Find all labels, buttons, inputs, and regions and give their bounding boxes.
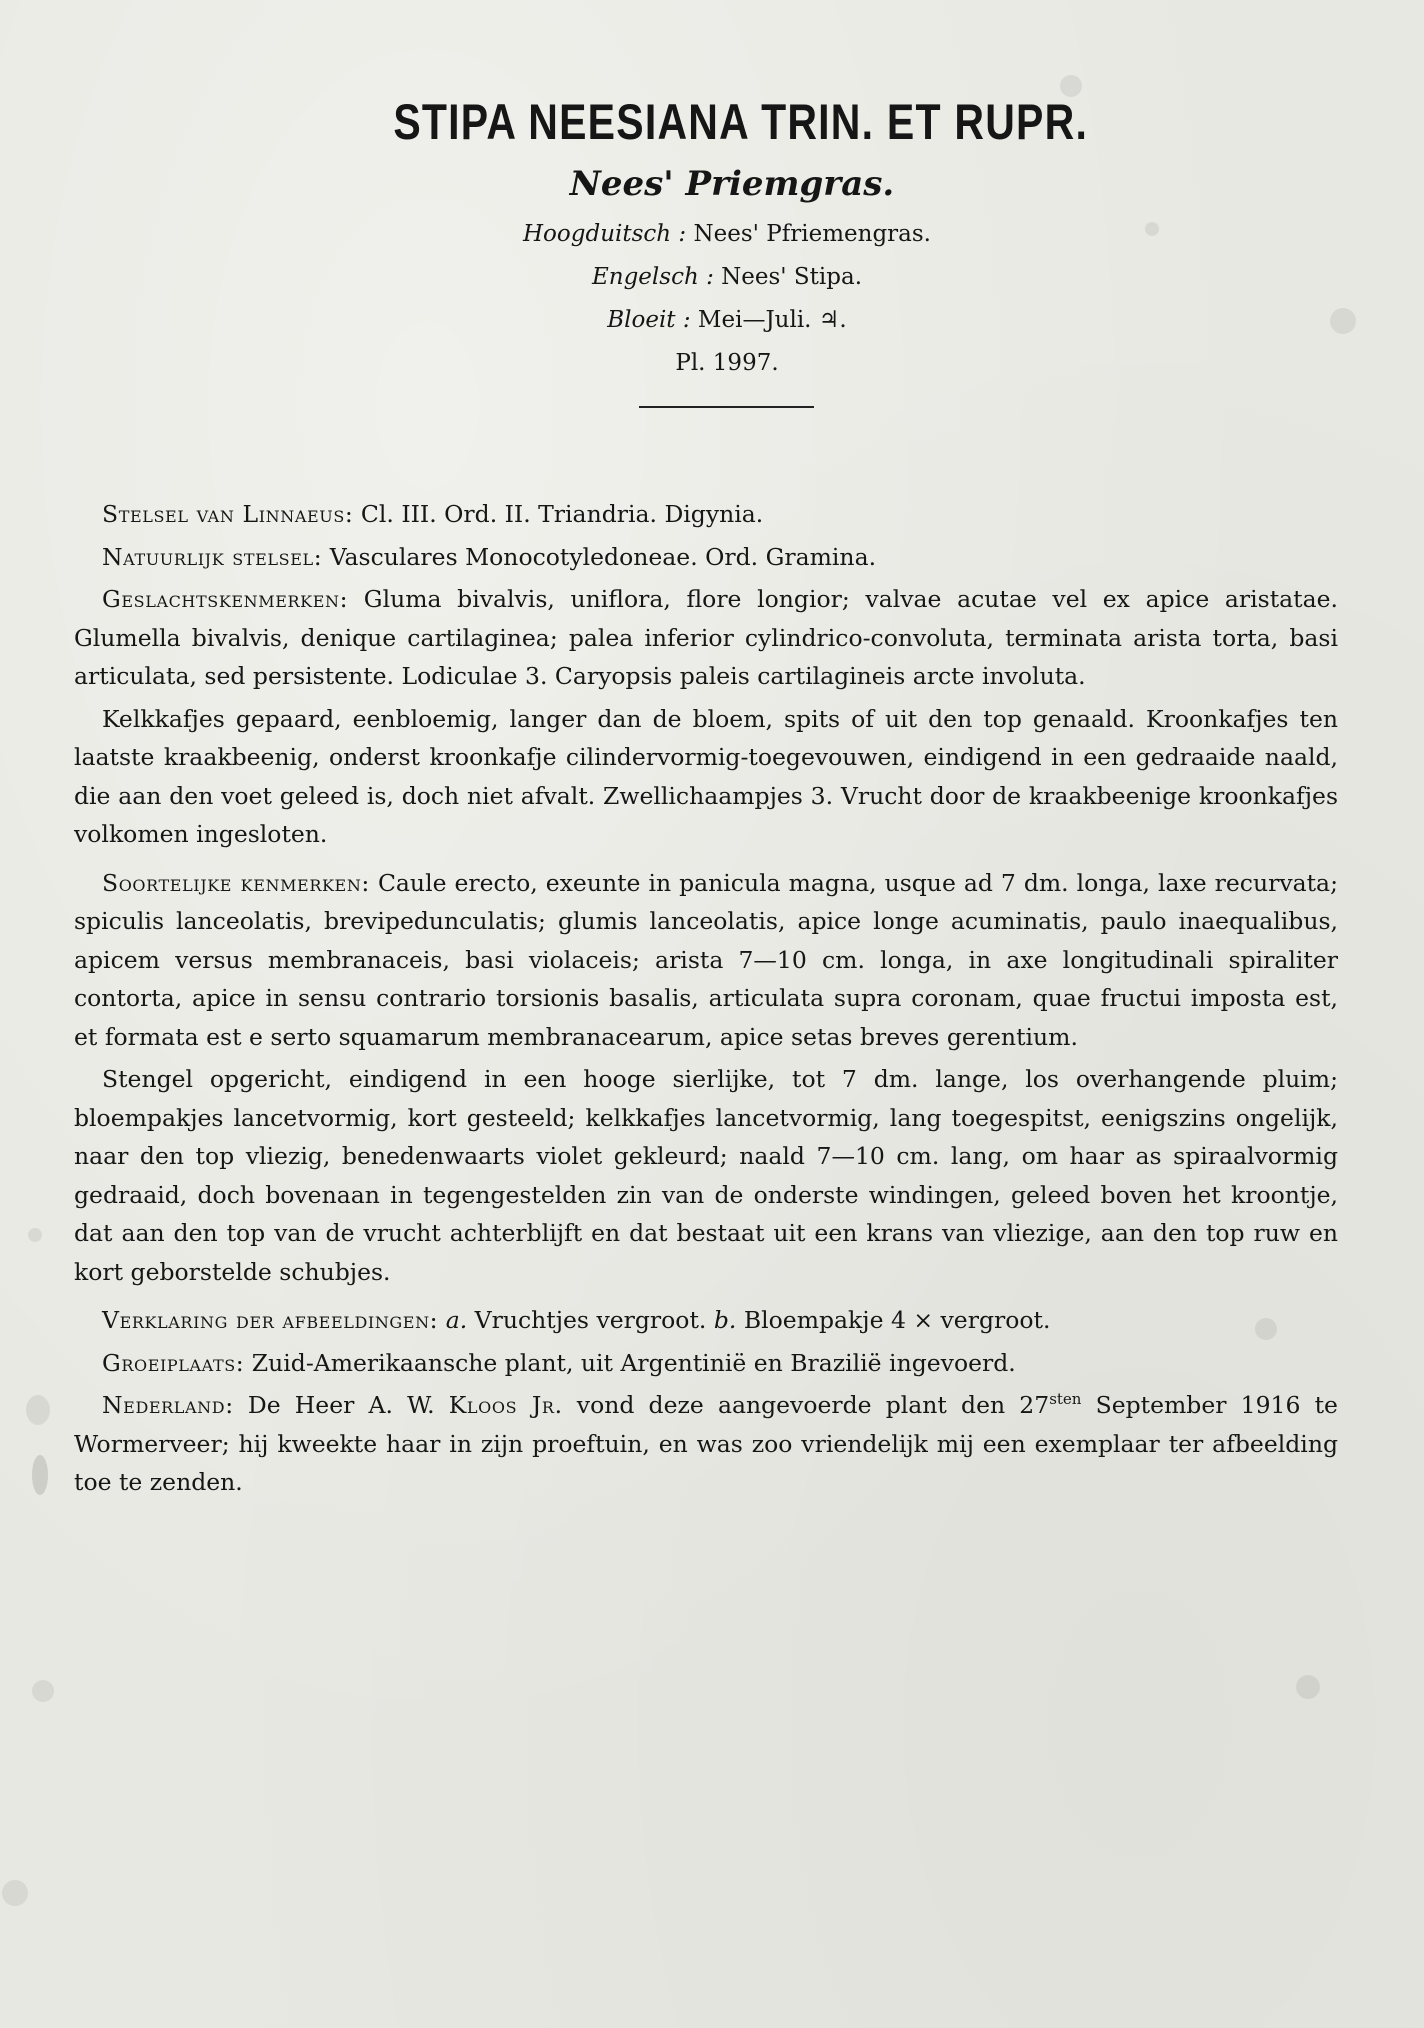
habitat-label: Groeiplaats:: [102, 1348, 245, 1377]
linnaeus-label: Stelsel van Linnaeus:: [102, 500, 354, 528]
common-name: Nees' Priemgras.: [569, 164, 895, 204]
netherlands-label: Nederland:: [102, 1391, 234, 1419]
document-body: [74, 495, 1338, 1512]
english-label: Engelsch :: [591, 264, 714, 290]
species-label: Soortelijke kenmerken:: [102, 868, 370, 897]
species-title: STIPA NEESIANA TRIN. ET RUPR.: [393, 94, 1089, 150]
natural-system-text: Vasculares Monocotyledoneae. Ord. Gramina.: [329, 542, 877, 571]
species-latin-paragraph: [74, 864, 1338, 1057]
german-label: Hoogduitsch :: [523, 221, 687, 247]
german-name-line: [0, 221, 1424, 247]
plate-number: Pl. 1997.: [675, 350, 779, 376]
habitat-paragraph: [74, 1344, 1338, 1383]
figure-a-letter: a.: [445, 1306, 468, 1334]
german-value: Nees' Pfriemengras.: [693, 221, 931, 247]
english-name-line: [0, 264, 1424, 290]
bloom-line: [0, 307, 1424, 333]
linnaeus-paragraph: [74, 495, 1338, 534]
species-dutch-paragraph: Stengel opgericht, eindigend in een hooge sierlijke, tot 7 dm. lange, los overhangende pluim; bloempakjes lancetvormig, kort gesteeld; kelkkafjes lancetvormig, lang toegespitst, eenigszins ongelijk, naar den top vliezig, benedenwaarts violet gekleurd; naald 7—10 cm. lang, om haar as spiraalvormig gedraaid, doch bovenaan in tegengestelden zin van de onderste windingen, geleed boven het kroontje, dat aan den top van de vrucht achterblijft en dat bestaat uit een krans van vliezige, aan den top ruw en kort geborstelde schubjes.: [74, 1065, 1338, 1286]
genus-latin-text: Gluma bivalvis, uniflora, flore longior; valvae acutae vel ex apice aristatae. Glumella bivalvis, denique cartilaginea; palea inferior cylindrico-convoluta, terminata arista torta, basi articulata, sed persistente. Lodiculae 3. Caryopsis paleis cartilagineis arcte involuta.: [74, 585, 1338, 690]
figure-b-letter: b.: [713, 1306, 737, 1334]
paper-spot: [28, 1228, 42, 1242]
genus-label: Geslachtskenmerken:: [102, 585, 349, 613]
bloom-value: Mei—Juli. ♃.: [697, 307, 847, 333]
genus-dutch-paragraph: Kelkkafjes gepaard, eenbloemig, langer dan de bloem, spits of uit den top genaald. Kroonkafjes ten laatste kraakbeenig, onderst kroonkafje cilindervormig-toegevouwen, eindigend in een gedraaide naald, die aan den voet geleed is, doch niet afvalt. Zwellichaampjes 3. Vrucht door de kraakbeenige kroonkafjes volkomen ingesloten.: [74, 704, 1338, 848]
paper-spot: [32, 1455, 48, 1495]
figure-b-text: Bloempakje 4 × vergroot.: [743, 1306, 1051, 1334]
date-ordinal-suffix: sten: [1049, 1390, 1082, 1409]
natural-system-label: Natuurlijk stelsel:: [102, 542, 323, 571]
paper-spot: [1296, 1675, 1320, 1699]
header-divider: [639, 406, 814, 408]
bloom-label: Bloeit :: [607, 307, 691, 333]
habitat-text: Zuid-Amerikaansche plant, uit Argentinië en Brazilië ingevoerd.: [251, 1348, 1016, 1377]
figure-a-text: Vruchtjes vergroot.: [474, 1306, 707, 1334]
genus-latin-paragraph: [74, 580, 1338, 696]
collector-name: Kloos Jr.: [448, 1391, 563, 1419]
figures-paragraph: [74, 1301, 1338, 1340]
page-header: [0, 92, 1424, 408]
netherlands-paragraph: [74, 1386, 1338, 1502]
paper-spot: [2, 1880, 28, 1906]
paper-spot: [32, 1680, 54, 1702]
english-value: Nees' Stipa.: [721, 264, 863, 290]
linnaeus-text: Cl. III. Ord. II. Triandria. Digynia.: [360, 500, 764, 528]
netherlands-text-2: vond deze aangevoerde plant den 27: [576, 1391, 1050, 1419]
netherlands-text-1: De Heer A. W.: [247, 1391, 435, 1419]
species-latin-text: Caule erecto, exeunte in panicula magna, usque ad 7 dm. longa, laxe recurvata; spiculis lanceolatis, brevipedunculatis; glumis lanceolatis, apice longe acuminatis, paulo inaequalibus, apicem versus membranaceis, basi violaceis; arista 7—10 cm. longa, in axe longitudinali spiraliter contorta, apice in sensu contrario torsionis basalis, articulata supra coronam, quae fructui imposta est, et formata est e serto squamarum membranacearum, apice setas breves gerentium.: [74, 868, 1338, 1051]
figures-label: Verklaring der afbeeldingen:: [102, 1306, 439, 1334]
paper-spot: [26, 1395, 50, 1425]
netherlands-text-3: September 1916 te Wormerveer; hij kweekte haar in zijn proeftuin, en was zoo vriendelijk mij een exemplaar ter afbeelding toe te zenden.: [74, 1391, 1338, 1496]
natural-system-paragraph: [74, 538, 1338, 577]
